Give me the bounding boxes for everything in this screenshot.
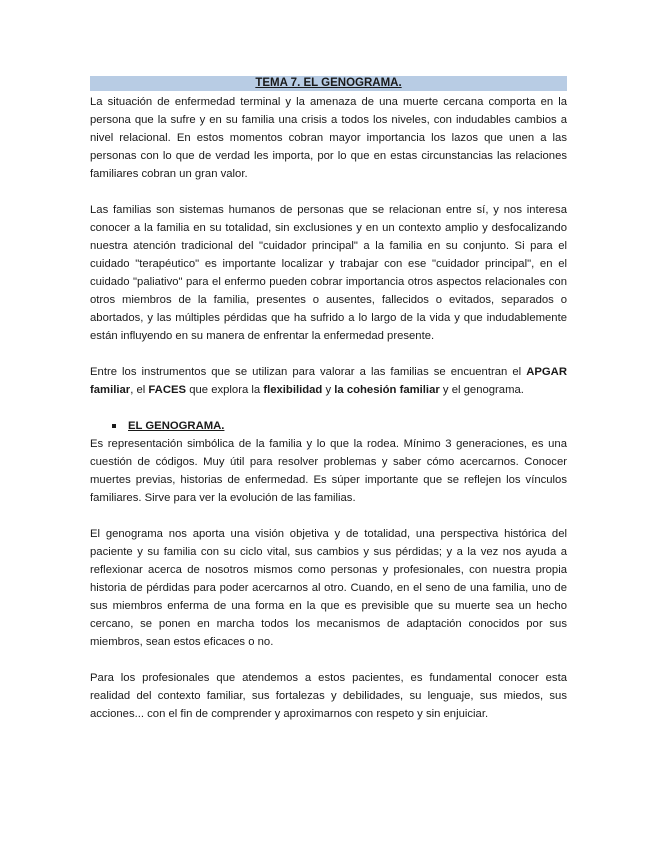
cohesion-bold: la cohesión familiar bbox=[334, 384, 440, 396]
instruments-text-2: , el bbox=[130, 384, 149, 396]
section-heading: EL GENOGRAMA. bbox=[128, 420, 225, 432]
paragraph-definition: Es representación simbólica de la familia y lo que la rodea. Mínimo 3 generaciones, es una cuestión de códigos. Muy útil para resolver problemas y saber cómo acercarnos. Conocer muertes previas, historias de enfermedad. Es súper importante que se reflejen los vínculos familiares. Sirve para ver la evolución de las familias. bbox=[90, 438, 567, 504]
instruments-text-4: y bbox=[322, 384, 335, 396]
section-heading-row bbox=[112, 417, 567, 435]
apgar-bold: APGAR familiar bbox=[90, 366, 567, 396]
instruments-text-5: y el genograma. bbox=[439, 384, 524, 396]
instruments-text-3: que explora la bbox=[186, 384, 264, 396]
paragraph-professionals: Para los profesionales que atendemos a estos pacientes, es fundamental conocer esta realidad del contexto familiar, sus fortalezas y debilidades, su lenguaje, sus miedos, sus acciones... con el fin de comprender y aproximarnos con respeto y sin enjuiciar. bbox=[90, 672, 567, 720]
paragraph-families: Las familias son sistemas humanos de personas que se relacionan entre sí, y nos interesa conocer a la familia en su totalidad, sin exclusiones y en un contexto amplio y desfocalizando nuestra atención tradicional del "cuidador principal" a la familia en su conjunto. Si para el cuidado "terapéutico" es importante localizar y trabajar con ese "cuidador principal", en el cuidado "paliativo" para el enfermo pueden cobrar importancia otros aspectos relacionales con otros miembros de la familia, presentes o ausentes, fallecidos o evitados, separados o abortados, y las múltiples pérdidas que ha sufrido a lo largo de la vida y que indudablemente están influyendo en su manera de enfrentar la enfermedad presente. bbox=[90, 204, 567, 342]
page-title: TEMA 7. EL GENOGRAMA. bbox=[90, 76, 567, 91]
paragraph-instruments bbox=[90, 363, 567, 399]
faces-bold: FACES bbox=[148, 384, 187, 396]
flexibilidad-bold: flexibilidad bbox=[263, 384, 323, 396]
paragraph-perspective: El genograma nos aporta una visión objetiva y de totalidad, una perspectiva histórica del paciente y su familia con su ciclo vital, sus cambios y sus pérdidas; y a la vez nos ayuda a reflexionar acerca de nosotros mismos como personas y profesionales, con nuestra propia historia de pérdidas para poder acercarnos al otro. Cuando, en el seno de una familia, uno de sus miembros enferma de una forma en la que es previsible que su muerte sea un hecho cercano, se ponen en marcha todos los mecanismos de adaptación conocidos por sus miembros, sean estos eficaces o no. bbox=[90, 528, 567, 648]
instruments-text-1: Entre los instrumentos que se utilizan para valorar a las familias se encuentran el bbox=[90, 366, 527, 378]
square-bullet-icon bbox=[112, 424, 116, 428]
paragraph-intro: La situación de enfermedad terminal y la amenaza de una muerte cercana comporta en la persona que la sufre y en su familia una crisis a todos los niveles, con indudables cambios a nivel relacional. En estos momentos cobran mayor importancia los lazos que unen a las personas con lo que de verdad les importa, por lo que en estas circunstancias las relaciones familiares cobran un gran valor. bbox=[90, 96, 567, 180]
